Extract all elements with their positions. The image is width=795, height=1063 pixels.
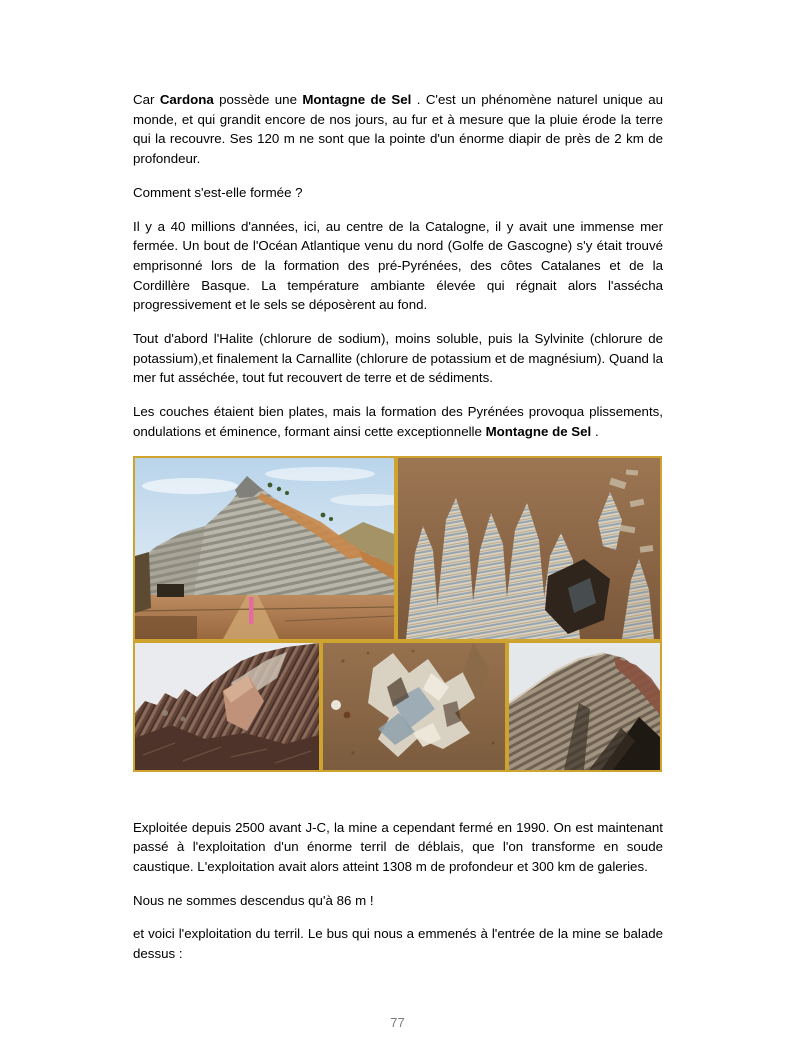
page-footer [0,1015,795,1030]
collage-top-row [133,456,662,641]
page-number: 77 [390,1015,405,1030]
text-run: possède une [213,92,303,107]
photo-image [509,643,660,770]
page-content [133,90,663,978]
text-run-bold-cardona: Cardona [159,92,214,107]
text-run-bold-montagne: Montagne de Sel [302,92,412,107]
photo-image [135,458,394,639]
photo-image [398,458,660,639]
text-run-bold-montagne: Montagne de Sel [485,423,592,439]
paragraph-mine-history: Exploitée depuis 2500 avant J-C, la mine a cependant fermé en 1990. On est maintenant passé à l'exploitation d'un énorme terril de déblais, que l'on transforme en soude caustique. L'exploitation avait alors atteint 1308 m de profondeur et 300 km de galeries. [133,819,663,874]
text-run: . C'est un phénomène naturel unique au monde, et qui grandit encore de nos jours, au fur et à mesure que la pluie érode la terre qui la recouvre. Ses 120 m ne sont que la pointe d'un énorme diapir de près de 2 km de profondeur. [133,92,663,167]
paragraph-history: Il y a 40 millions d'années, ici, au centre de la Catalogne, il y avait une immense mer fermée. Un bout de l'Océan Atlantique venu du nord (Golfe de Gascogne) s'y était trouvé emprisonné lors de la formation des pré-Pyrénées, des côtes Catalanes et de la Cordillère Basque. La température ambiante élevée qui régnait alors l'assécha progressivement et le sels se déposèrent au fond. [133,218,663,313]
photo-salt-mountain-landscape [133,456,396,641]
photo-salt-pinnacles-closeup [396,456,662,641]
photo-image [135,643,319,770]
photo-striated-ridge [507,641,662,772]
collage-bottom-row [133,641,662,772]
text-run: Les couches étaient bien plates, mais la formation des Pyrénées provoqua plissements, ondulations et éminence, formant ainsi cette exceptionnelle [133,404,663,439]
paragraph-terril: et voici l'exploitation du terril. Le bus qui nous a emmenés à l'entrée de la mine se balade dessus : [133,926,663,962]
paragraph-minerals: Tout d'abord l'Halite (chlorure de sodium), moins soluble, puis la Sylvinite (chlorure de potassium),et finalement la Carnallite (chlorure de potassium et de magnésium). Quand la mer fut asséchée, tout fut recouvert de terre et de sédiments. [133,331,663,386]
paragraph-depth: Nous ne sommes descendus qu'à 86 m ! [133,892,374,908]
paragraph-intro [133,90,663,169]
text-run: Car [133,92,160,107]
photo-image [323,643,505,770]
text-run: . [591,423,599,439]
paragraph-question: Comment s'est-elle formée ? [133,184,303,200]
photo-salt-swirl-formation [321,641,507,772]
photo-collage [133,456,662,772]
paragraph-folding [133,402,663,441]
photo-dark-ridge-with-slab [133,641,321,772]
